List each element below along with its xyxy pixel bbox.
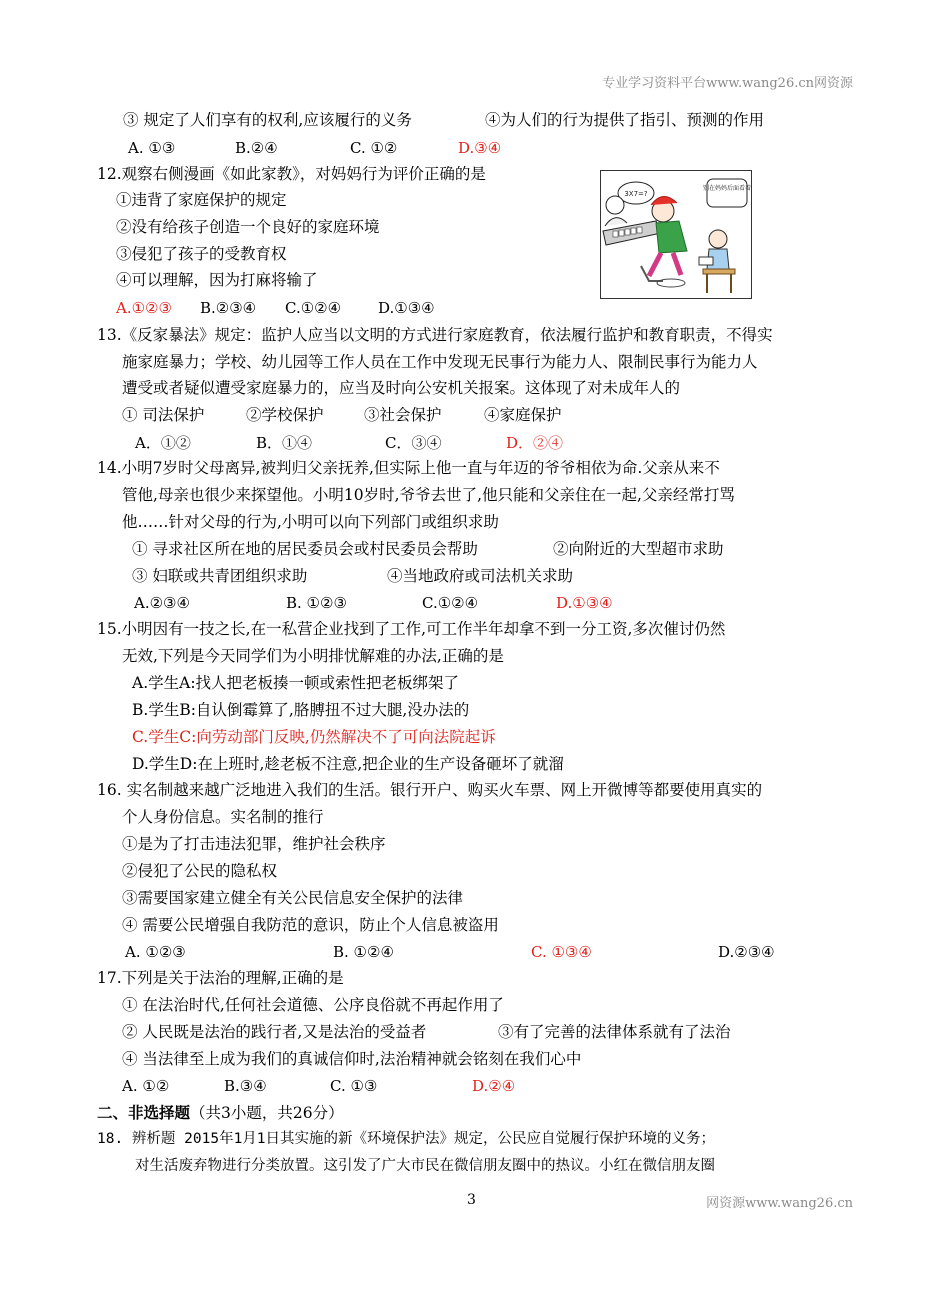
- q12-item-2: ②没有给孩子创造一个良好的家庭环境: [116, 218, 380, 236]
- q15-stem-line2: 无效,下列是今天同学们为小明排忧解难的办法,正确的是: [122, 647, 504, 665]
- cartoon-drawing: [601, 171, 751, 298]
- q13-item-4: ④家庭保护: [484, 406, 562, 424]
- q11-item-3: ③ 规定了人们享有的权利,应该履行的义务: [123, 111, 412, 129]
- q14-item-3: ③ 妇联或共青团组织求助: [132, 567, 308, 585]
- q16-stem-line2: 个人身份信息。实名制的推行: [122, 808, 324, 826]
- cartoon-illustration: [600, 170, 752, 299]
- q15-option-b: B.学生B:自认倒霉算了,胳膊扭不过大腿,没办法的: [132, 701, 470, 719]
- q14-option-d-answer: D.①③④: [556, 594, 613, 612]
- q14-item-4: ④当地政府或司法机关求助: [387, 567, 574, 585]
- cartoon-bubble-kid: 别在妈妈后面看着: [702, 185, 751, 192]
- q12-item-3: ③侵犯了孩子的受教育权: [116, 245, 287, 263]
- q13-item-2: ②学校保护: [246, 406, 324, 424]
- q14-option-a: A.②③④: [134, 594, 190, 612]
- q16-stem-line1: 16. 实名制越来越广泛地进入我们的生活。银行开户、购买火车票、网上开微博等都要使用真实的: [97, 781, 763, 799]
- q12-option-d: D.①③④: [378, 299, 435, 317]
- q16-item-3: ③需要国家建立健全有关公民信息安全保护的法律: [122, 889, 464, 907]
- q11-option-d-answer: D.③④: [458, 139, 502, 157]
- q16-item-2: ②侵犯了公民的隐私权: [122, 862, 278, 880]
- q14-item-2: ②向附近的大型超市求助: [553, 540, 724, 558]
- section-title: 二、非选择题: [97, 1103, 191, 1122]
- q14-option-c: C.①②④: [422, 594, 479, 612]
- q12-item-4: ④可以理解，因为打麻将输了: [116, 271, 318, 289]
- q12-option-b: B.②③④: [200, 299, 257, 317]
- q13-stem-line2: 施家庭暴力；学校、幼儿园等工作人员在工作中发现无民事行为能力人、限制民事行为能力人: [122, 353, 758, 371]
- q13-item-3: ③社会保护: [364, 406, 442, 424]
- q14-stem-line3: 他……针对父母的行为,小明可以向下列部门或组织求助: [122, 513, 499, 531]
- q12-option-c: C.①②④: [285, 299, 342, 317]
- q17-item-3: ③有了完善的法律体系就有了法治: [498, 1023, 731, 1041]
- q13-option-c: C．③④: [385, 434, 442, 452]
- q18-line1: 18. 辨析题 2015年1月1日其实施的新《环境保护法》规定，公民应自觉履行保护环境的义务；: [97, 1131, 716, 1147]
- q17-option-a: A. ①②: [122, 1077, 170, 1095]
- q17-option-d-answer: D.②④: [472, 1077, 516, 1095]
- footer-source: 网资源www.wang26.cn: [706, 1196, 853, 1211]
- q13-item-1: ① 司法保护: [122, 406, 205, 424]
- section-heading: [97, 1105, 344, 1122]
- q17-item-4: ④ 当法律至上成为我们的真诚信仰时,法治精神就会铭刻在我们心中: [122, 1050, 582, 1068]
- q16-item-4: ④ 需要公民增强自我防范的意识，防止个人信息被盗用: [122, 916, 499, 934]
- q16-option-b: B. ①②④: [333, 943, 394, 961]
- q12-item-1: ①违背了家庭保护的规定: [116, 191, 287, 209]
- q14-stem-line1: 14.小明7岁时父母离异,被判归父亲抚养,但实际上他一直与年迈的爷爷相依为命.父亲从来不: [97, 459, 720, 477]
- q17-option-b: B.③④: [224, 1077, 267, 1095]
- q13-stem-line3: 遭受或者疑似遭受家庭暴力的，应当及时向公安机关报案。这体现了对未成年人的: [122, 379, 681, 397]
- q16-item-1: ①是为了打击违法犯罪，维护社会秩序: [122, 835, 386, 853]
- q15-stem-line1: 15.小明因有一技之长,在一私营企业找到了工作,可工作半年却拿不到一分工资,多次催讨仍然: [97, 620, 726, 638]
- q13-option-d-answer: D．②④: [506, 434, 564, 452]
- page-number: 3: [467, 1192, 476, 1208]
- q18-line2: 对生活废弃物进行分类放置。这引发了广大市民在微信朋友圈中的热议。小红在微信朋友圈: [135, 1158, 715, 1174]
- q16-option-d: D.②③④: [718, 943, 775, 961]
- q17-item-2: ② 人民既是法治的践行者,又是法治的受益者: [122, 1023, 427, 1041]
- cartoon-bubble-mom: 3X7=?: [624, 190, 648, 198]
- q14-option-b: B. ①②③: [286, 594, 347, 612]
- q14-item-1: ① 寻求社区所在地的居民委员会或村民委员会帮助: [132, 540, 478, 558]
- q15-option-c-answer: C.学生C:向劳动部门反映,仍然解决不了可向法院起诉: [132, 728, 496, 746]
- header-source: 专业学习资料平台www.wang26.cn网资源: [602, 76, 853, 91]
- q17-stem: 17.下列是关于法治的理解,正确的是: [97, 969, 344, 987]
- q11-option-c: C. ①②: [350, 139, 398, 157]
- q13-stem-line1: 13.《反家暴法》规定：监护人应当以文明的方式进行家庭教育，依法履行监护和教育职责，不得实: [97, 326, 773, 344]
- q13-option-b: B．①④: [256, 434, 313, 452]
- q12-option-a-answer: A.①②③: [116, 299, 172, 317]
- q17-option-c: C. ①③: [330, 1077, 378, 1095]
- q16-option-a: A. ①②③: [125, 943, 186, 961]
- q15-option-a: A.学生A:找人把老板揍一顿或索性把老板绑架了: [132, 674, 460, 692]
- q15-option-d: D.学生D:在上班时,趁老板不注意,把企业的生产设备砸坏了就溜: [132, 755, 564, 773]
- q11-option-a: A. ①③: [128, 139, 176, 157]
- q17-item-1: ① 在法治时代,任何社会道德、公序良俗就不再起作用了: [122, 996, 504, 1014]
- section-note: （共3小题，共26分）: [190, 1104, 344, 1122]
- q11-option-b: B.②④: [235, 139, 278, 157]
- q12-stem: 12.观察右侧漫画《如此家教》，对妈妈行为评价正确的是: [97, 165, 486, 183]
- q13-option-a: A．①②: [135, 434, 191, 452]
- q14-stem-line2: 管他,母亲也很少来探望他。小明10岁时,爷爷去世了,他只能和父亲住在一起,父亲经常打骂: [122, 486, 735, 504]
- q11-item-4: ④为人们的行为提供了指引、预测的作用: [485, 111, 765, 129]
- q16-option-c-answer: C. ①③④: [531, 943, 592, 961]
